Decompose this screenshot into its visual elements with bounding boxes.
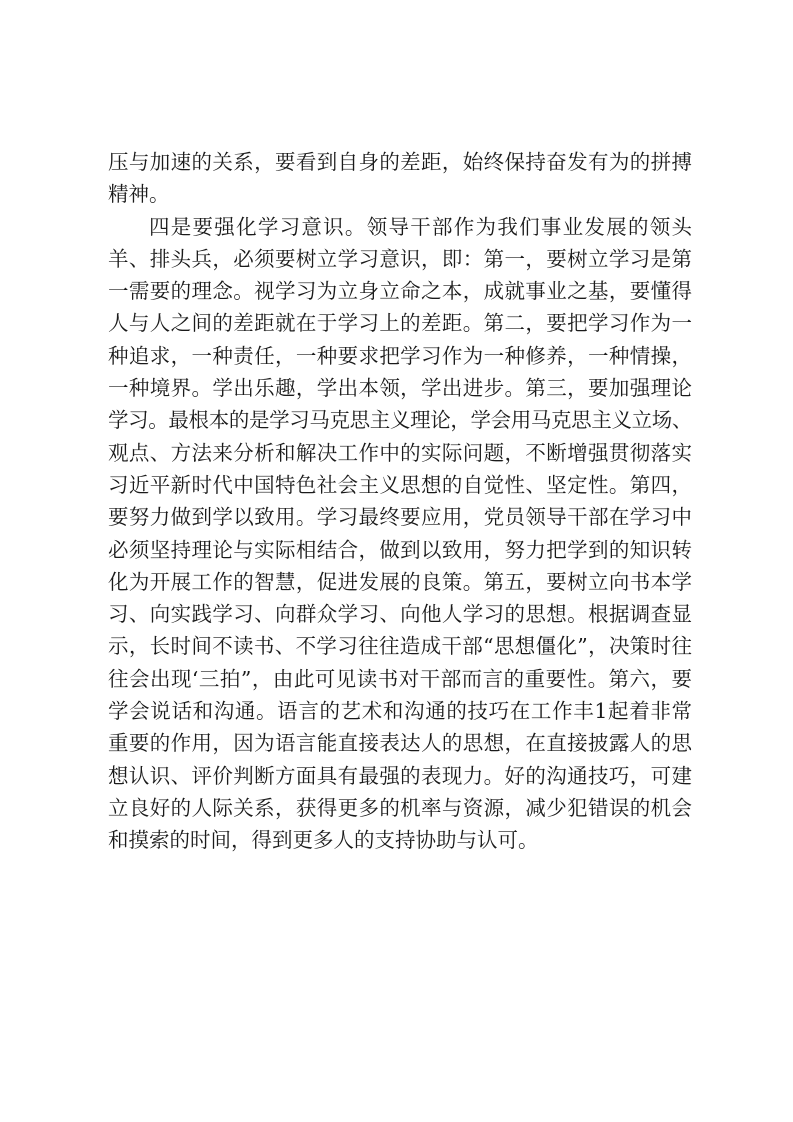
text-line: 习近平新时代中国特色社会主义思想的自觉性、坚定性。第四， <box>108 472 692 497</box>
text-line: 学习。最根本的是学习马克思主义理论，学会用马克思主义立场、 <box>108 408 692 433</box>
text-line: 往会出现‘三拍”，由此可见读书对干部而言的重要性。第六，要 <box>108 666 692 691</box>
text-line: 压与加速的关系，要看到自身的差距，始终保持奋发有为的拼搏 <box>108 150 692 174</box>
text-line: 想认识、评价判断方面具有最强的表现力。好的沟通技巧，可建 <box>108 763 692 788</box>
text-line: 羊、排头兵，必须要树立学习意识，即：第一，要树立学习是第 <box>108 246 692 271</box>
text-line: 示，长时间不读书、不学习往往造成干部“思想僵化”，决策时往 <box>108 634 692 659</box>
text-line: 要努力做到学以致用。学习最终要应用，党员领导干部在学习中 <box>108 505 692 530</box>
paragraph-start-line: 四是要强化学习意识。领导干部作为我们事业发展的领头 <box>149 214 692 239</box>
text-line: 一种境界。学出乐趣，学出本领，学出进步。第三，要加强理论 <box>108 376 692 401</box>
text-line: 立良好的人际关系，获得更多的机率与资源，减少犯错误的机会 <box>108 795 692 820</box>
text-line: 人与人之间的差距就在于学习上的差距。第二，要把学习作为一 <box>108 311 692 336</box>
text-line: 精神。 <box>108 182 170 207</box>
text-line: 必须坚持理论与实际相结合，做到以致用，努力把学到的知识转 <box>108 537 692 562</box>
text-line: 学会说话和沟通。语言的艺术和沟通的技巧在工作丰1起着非常 <box>108 699 692 724</box>
text-line: 种追求，一种责任，一种要求把学习作为一种修养，一种情操， <box>108 343 692 368</box>
body-text <box>108 146 692 857</box>
text-line: 习、向实践学习、向群众学习、向他人学习的思想。根据调查显 <box>108 602 692 627</box>
text-line: 一需要的理念。视学习为立身立命之本，成就事业之基，要懂得 <box>108 279 692 304</box>
text-line: 和摸索的时间，得到更多人的支持协助与认可。 <box>108 828 539 853</box>
text-line: 化为开展工作的智慧，促进发展的良策。第五，要树立向书本学 <box>108 569 692 594</box>
text-line: 观点、方法来分析和解决工作中的实际问题，不断增强贯彻落实 <box>108 440 692 465</box>
text-line: 重要的作用，因为语言能直接表达人的思想，在直接披露人的思 <box>108 731 692 756</box>
